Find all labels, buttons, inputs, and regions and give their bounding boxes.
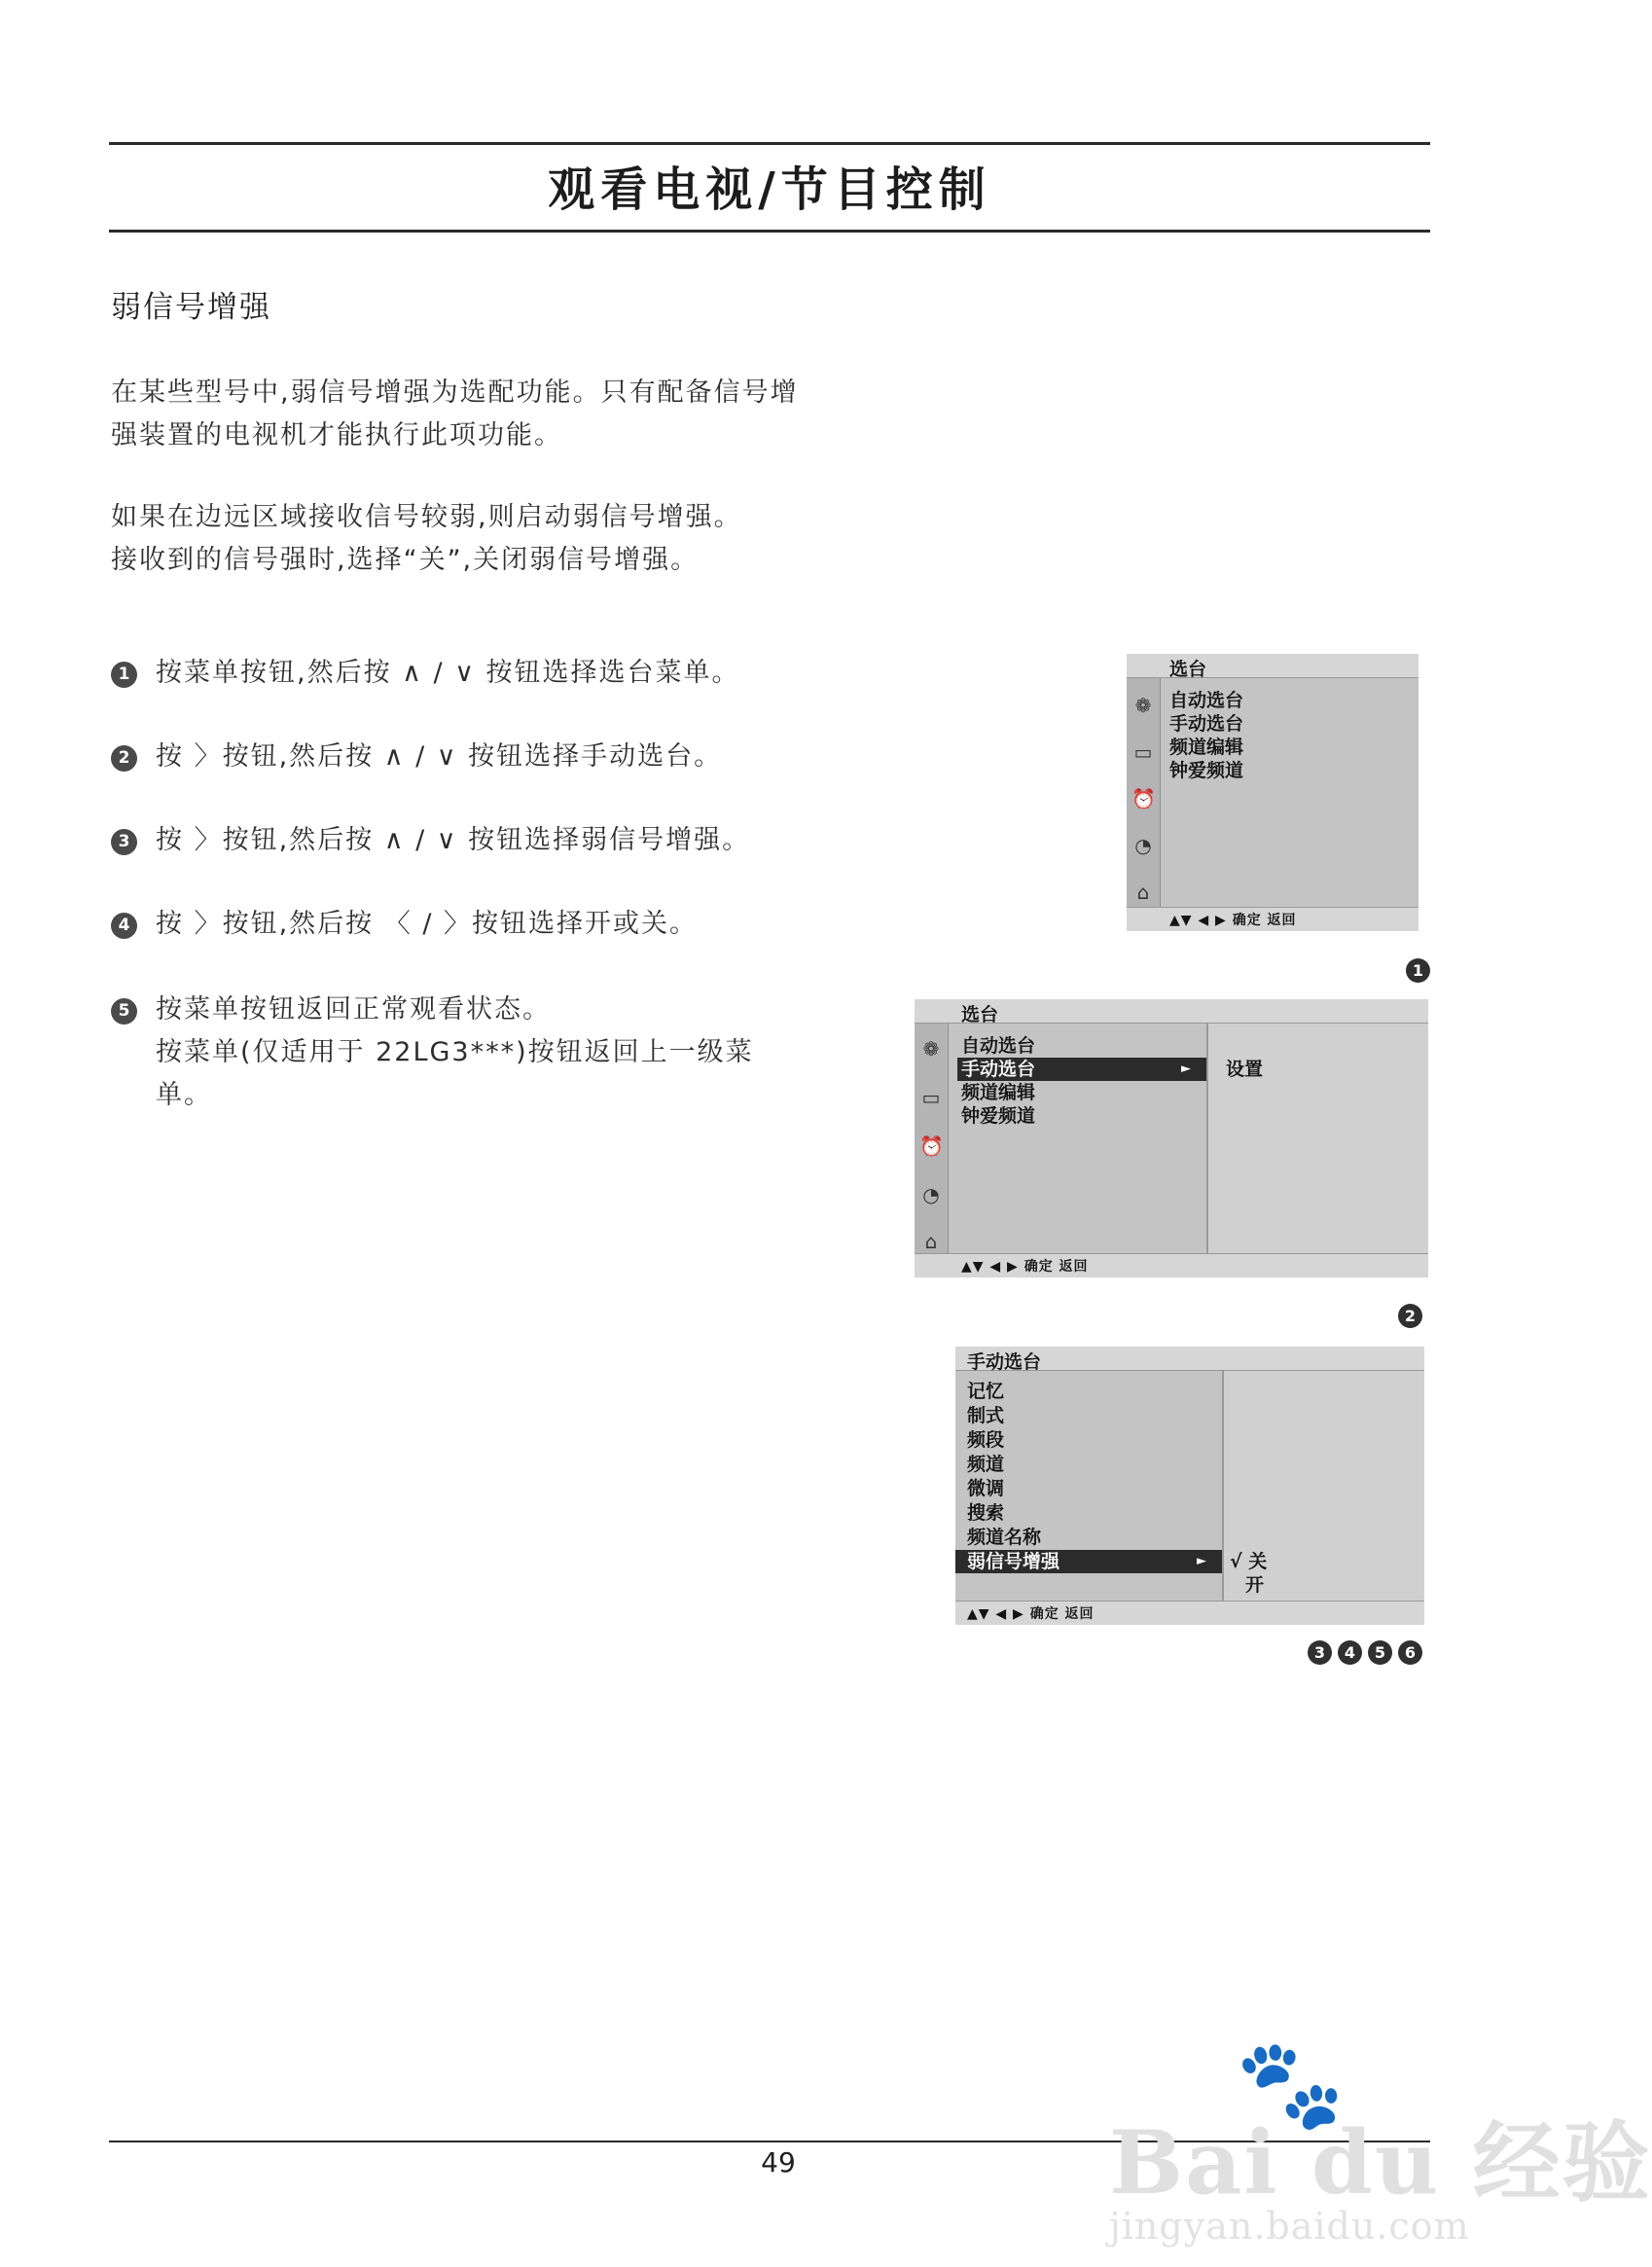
menu-hint: ▲▼ ◀ ▶ 确定 返回	[1169, 913, 1297, 928]
tuning-menu-screenshot-1	[1127, 654, 1419, 931]
menu-item: 自动选台	[1169, 690, 1244, 711]
baidu-watermark	[1109, 2033, 1652, 2257]
menu-item: 钟爱频道	[1169, 760, 1244, 781]
menu-title: 选台	[961, 1004, 999, 1026]
paragraph-line: 接收到的信号强时,选择“关”,关闭弱信号增强。	[111, 545, 700, 575]
paragraph-line: 如果在边远区域接收信号较弱,则启动弱信号增强。	[111, 502, 742, 532]
figure-badge: 6	[1398, 1640, 1422, 1665]
figure-badge: 4	[1338, 1640, 1362, 1665]
page-number: 49	[761, 2146, 796, 2178]
submenu-arrow: ►	[1181, 1062, 1191, 1076]
step-text: 按菜单(仅适用于 22LG3***)按钮返回上一级菜	[156, 1037, 754, 1067]
submenu-arrow: ►	[1197, 1554, 1206, 1568]
menu-title: 手动选台	[967, 1351, 1042, 1373]
menu-icon-column	[915, 1024, 949, 1253]
menu-title-bar	[1127, 654, 1419, 678]
timer-icon: ◔	[1134, 834, 1152, 857]
step-number: 3	[111, 829, 137, 855]
menu-item: 手动选台	[1169, 713, 1244, 735]
picture-icon: ▭	[921, 1086, 941, 1109]
timer-icon: ◔	[922, 1183, 940, 1206]
step-text: 按菜单按钮返回正常观看状态。	[156, 994, 551, 1025]
step-text: 单。	[156, 1080, 212, 1110]
manual-tuning-menu-screenshot	[955, 1347, 1424, 1625]
option-on: 开	[1245, 1574, 1265, 1596]
watermark-brand: Bai du 经验	[1109, 2111, 1652, 2214]
menu-title: 选台	[1169, 659, 1207, 680]
menu-item-selected: 弱信号增强	[955, 1550, 1222, 1573]
step-number: 2	[111, 745, 137, 772]
menu-hint-bar	[915, 1253, 1428, 1277]
menu-item: 频段	[967, 1429, 1005, 1451]
menu-item: 频道	[967, 1454, 1005, 1475]
step-number: 1	[111, 662, 137, 688]
menu-item: 频道编辑	[961, 1082, 1036, 1103]
lock-icon: ⌂	[1136, 881, 1150, 904]
step-number: 4	[111, 913, 137, 939]
figure-badge: 3	[1308, 1640, 1332, 1665]
clock-icon: ⏰	[919, 1134, 944, 1158]
tuning-icon: ❁	[1134, 694, 1152, 717]
menu-hint-bar	[955, 1601, 1424, 1625]
picture-icon: ▭	[1133, 740, 1153, 764]
menu-item: 微调	[967, 1478, 1005, 1499]
menu-hint-bar	[1127, 907, 1419, 931]
menu-title-bar	[955, 1347, 1424, 1371]
paragraph-line: 强装置的电视机才能执行此项功能。	[111, 420, 562, 450]
step-text: 按 〉按钮,然后按 ∧ / ∨ 按钮选择手动选台。	[156, 741, 723, 772]
title-rule	[109, 230, 1430, 233]
top-rule	[109, 142, 1430, 145]
step-text: 按 〉按钮,然后按 〈 / 〉按钮选择开或关。	[156, 909, 699, 939]
menu-item: 频道编辑	[1169, 737, 1244, 758]
submenu-value: 设置	[1226, 1059, 1264, 1080]
paragraph-line: 在某些型号中,弱信号增强为选配功能。只有配备信号增	[111, 378, 799, 408]
menu-item: 记忆	[967, 1381, 1005, 1402]
menu-item: 自动选台	[961, 1035, 1036, 1057]
menu-item-selected: 手动选台	[957, 1058, 1210, 1081]
page-title: 观看电视/节目控制	[548, 162, 991, 217]
figure-badge: 1	[1406, 958, 1430, 983]
figure-badge: 2	[1398, 1304, 1422, 1328]
menu-item: 频道名称	[967, 1527, 1042, 1548]
menu-title-bar	[915, 999, 1428, 1024]
option-off-checked: √ 关	[1230, 1551, 1268, 1572]
intro-paragraph-1	[111, 372, 799, 457]
menu-icon-column	[1127, 678, 1161, 907]
figure-badge: 5	[1368, 1640, 1392, 1665]
watermark-url: jingyan.baidu.com	[1109, 2205, 1470, 2248]
step-number: 5	[111, 998, 137, 1025]
tuning-menu-screenshot-2	[915, 999, 1428, 1277]
menu-hint: ▲▼ ◀ ▶ 确定 返回	[961, 1259, 1089, 1275]
menu-item: 搜索	[967, 1502, 1005, 1524]
menu-hint: ▲▼ ◀ ▶ 确定 返回	[967, 1606, 1095, 1622]
intro-paragraph-2	[111, 496, 742, 582]
step-text: 按 〉按钮,然后按 ∧ / ∨ 按钮选择弱信号增强。	[156, 825, 751, 855]
clock-icon: ⏰	[1131, 787, 1156, 810]
lock-icon: ⌂	[924, 1230, 938, 1253]
menu-item: 制式	[967, 1405, 1005, 1426]
paw-logo-icon: 🐾	[1236, 2033, 1346, 2136]
step-text: 按菜单按钮,然后按 ∧ / ∨ 按钮选择选台菜单。	[156, 658, 740, 688]
section-heading: 弱信号增强	[111, 290, 271, 325]
menu-item: 钟爱频道	[961, 1105, 1036, 1127]
tuning-icon: ❁	[922, 1037, 940, 1061]
